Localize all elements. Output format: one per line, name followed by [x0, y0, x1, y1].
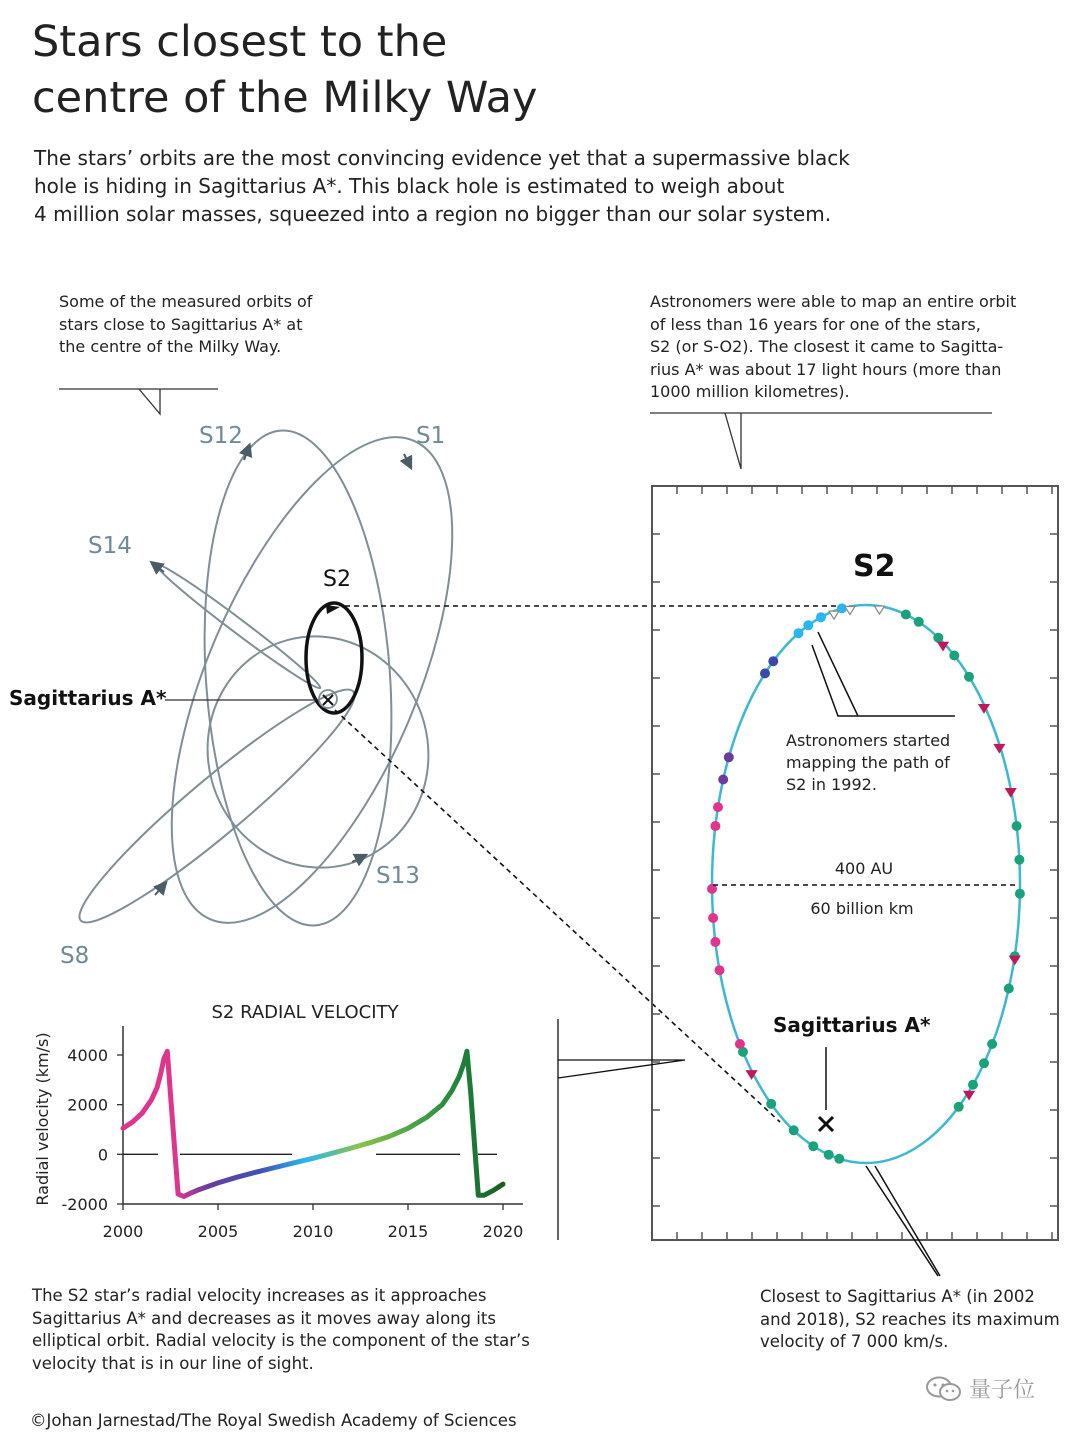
label-s12: S12 [199, 423, 243, 449]
observation-point [901, 610, 911, 620]
note-s2-line: 1000 million kilometres). [650, 382, 850, 401]
rv-chart-title: S2 RADIAL VELOCITY [211, 1002, 399, 1023]
observation-point [789, 1125, 799, 1135]
observation-point [768, 656, 778, 666]
label-sgr-a: Sagittarius A* [9, 686, 167, 710]
note-rv-line: velocity that is in our line of sight. [32, 1353, 314, 1373]
watermark-text: 量子位 [969, 1378, 1036, 1403]
observation-point [710, 937, 720, 947]
rv-x-tick-label: 2020 [482, 1222, 524, 1241]
note-s2-pointer [650, 413, 992, 469]
observation-point [713, 802, 723, 812]
observation-point [803, 620, 813, 630]
observation-point [834, 1154, 844, 1164]
observation-point [824, 1150, 834, 1160]
label-s13: S13 [376, 863, 420, 889]
observation-point [718, 775, 728, 785]
observation-triangle [994, 745, 1004, 753]
observation-triangle [874, 606, 884, 614]
start-note-pointer [812, 632, 955, 716]
s2-orbit-path [712, 605, 1020, 1163]
arrow-s1 [404, 454, 409, 464]
observation-point [1015, 889, 1025, 899]
label-s1: S1 [416, 423, 446, 449]
orbit-s2 [306, 603, 362, 713]
orbit-s13 [182, 611, 455, 892]
note-rv-line: The S2 star’s radial velocity increases as it approaches [32, 1286, 487, 1305]
width-au-label: 400 AU [834, 859, 894, 878]
rv-x-tick-label: 2005 [197, 1222, 239, 1241]
observation-point [1004, 984, 1014, 994]
sgr-a-marker-panel [819, 1117, 833, 1131]
observation-point [964, 672, 974, 682]
subtitle-line-1: The stars’ orbits are the most convincing evidence yet that a supermassive black [34, 146, 850, 170]
observation-point [968, 1080, 978, 1090]
observation-triangle [1010, 956, 1020, 964]
observation-point [794, 628, 804, 638]
observation-triangle [1006, 789, 1016, 797]
rv-series-line [123, 1051, 503, 1196]
observation-point [735, 1039, 745, 1049]
rv-y-tick-label: 2000 [67, 1095, 108, 1115]
rv-y-axis-label: Radial velocity (km/s) [33, 1032, 52, 1206]
credit: ©Johan Jarnestad/The Royal Swedish Academy of Sciences [30, 1411, 517, 1430]
rv-x-tick-label: 2015 [387, 1222, 429, 1241]
rv-x-tick-label: 2010 [292, 1222, 334, 1241]
watermark [925, 1373, 1035, 1404]
observation-point [816, 612, 826, 622]
note-orbits-line: the centre of the Milky Way. [59, 337, 282, 356]
observation-triangle [829, 611, 839, 619]
sgr-a-marker-left [323, 695, 333, 705]
rv-x-tick-label: 2000 [102, 1222, 144, 1241]
rv-y-tick-label: 4000 [67, 1046, 108, 1065]
observation-point [914, 617, 924, 627]
note-s2-line: rius A* was about 17 light hours (more than [650, 359, 1002, 379]
observation-point [808, 1141, 818, 1151]
note-orbits-line: stars close to Sagittarius A* at [59, 314, 303, 334]
note-orbits-pointer [59, 389, 218, 414]
arrow-s2 [326, 605, 340, 614]
orbit-s14 [152, 558, 325, 693]
s2-panel-title: S2 [853, 549, 896, 584]
note-s2-line: Astronomers were able to map an entire orbit [650, 292, 1017, 311]
rv-y-tick-label: -2000 [61, 1195, 108, 1214]
closest-note-pointer [866, 1166, 940, 1276]
observation-point [724, 752, 734, 762]
note-closest-line: and 2018), S2 reaches its maximum [760, 1309, 1060, 1329]
note-closest-line: Closest to Sagittarius A* (in 2002 [760, 1287, 1035, 1306]
observation-point [954, 1102, 964, 1112]
observation-point [760, 668, 770, 678]
observation-point [949, 651, 959, 661]
s2-observations [707, 603, 1025, 1163]
note-orbits-line: Some of the measured orbits of [59, 292, 313, 311]
note-s2-line: of less than 16 years for one of the stars, [650, 314, 981, 334]
label-s2: S2 [323, 567, 351, 592]
rv-y-tick-label: 0 [97, 1145, 108, 1165]
observation-point [1014, 855, 1024, 865]
note-closest-line: velocity of 7 000 km/s. [760, 1332, 949, 1351]
observation-point [710, 821, 720, 831]
note-rv-line: Sagittarius A* and decreases as it moves away along its [32, 1308, 496, 1328]
title-line-1: Stars closest to the [32, 17, 448, 67]
label-s14: S14 [88, 533, 132, 559]
observation-point [1012, 821, 1022, 831]
wechat-icon [925, 1376, 963, 1402]
title-line-2: centre of the Milky Way [32, 73, 538, 123]
note-rv-line: elliptical orbit. Radial velocity is the component of the star’s [32, 1331, 530, 1350]
chart-bracket [558, 1019, 685, 1240]
observation-point [715, 965, 725, 975]
observation-point [987, 1039, 997, 1049]
subtitle-line-3: 4 million solar masses, squeezed into a region no bigger than our solar system. [34, 202, 832, 226]
panel-label-sgr-a: Sagittarius A* [773, 1013, 931, 1037]
observation-point [708, 913, 718, 923]
label-s8: S8 [60, 943, 90, 969]
orbit-group [63, 400, 511, 961]
note-s2-line: S2 (or S-O2). The closest it came to Sagitta- [650, 337, 1004, 356]
subtitle-line-2: hole is hiding in Sagittarius A*. This black hole is estimated to weigh about [34, 174, 785, 198]
observation-point [979, 1058, 989, 1068]
rv-chart [33, 1002, 523, 1241]
start-note: Astronomers started mapping the path of S2 in 1992. [786, 731, 951, 794]
observation-point [766, 1099, 776, 1109]
observation-point [933, 633, 943, 643]
width-km-label: 60 billion km [810, 899, 914, 918]
